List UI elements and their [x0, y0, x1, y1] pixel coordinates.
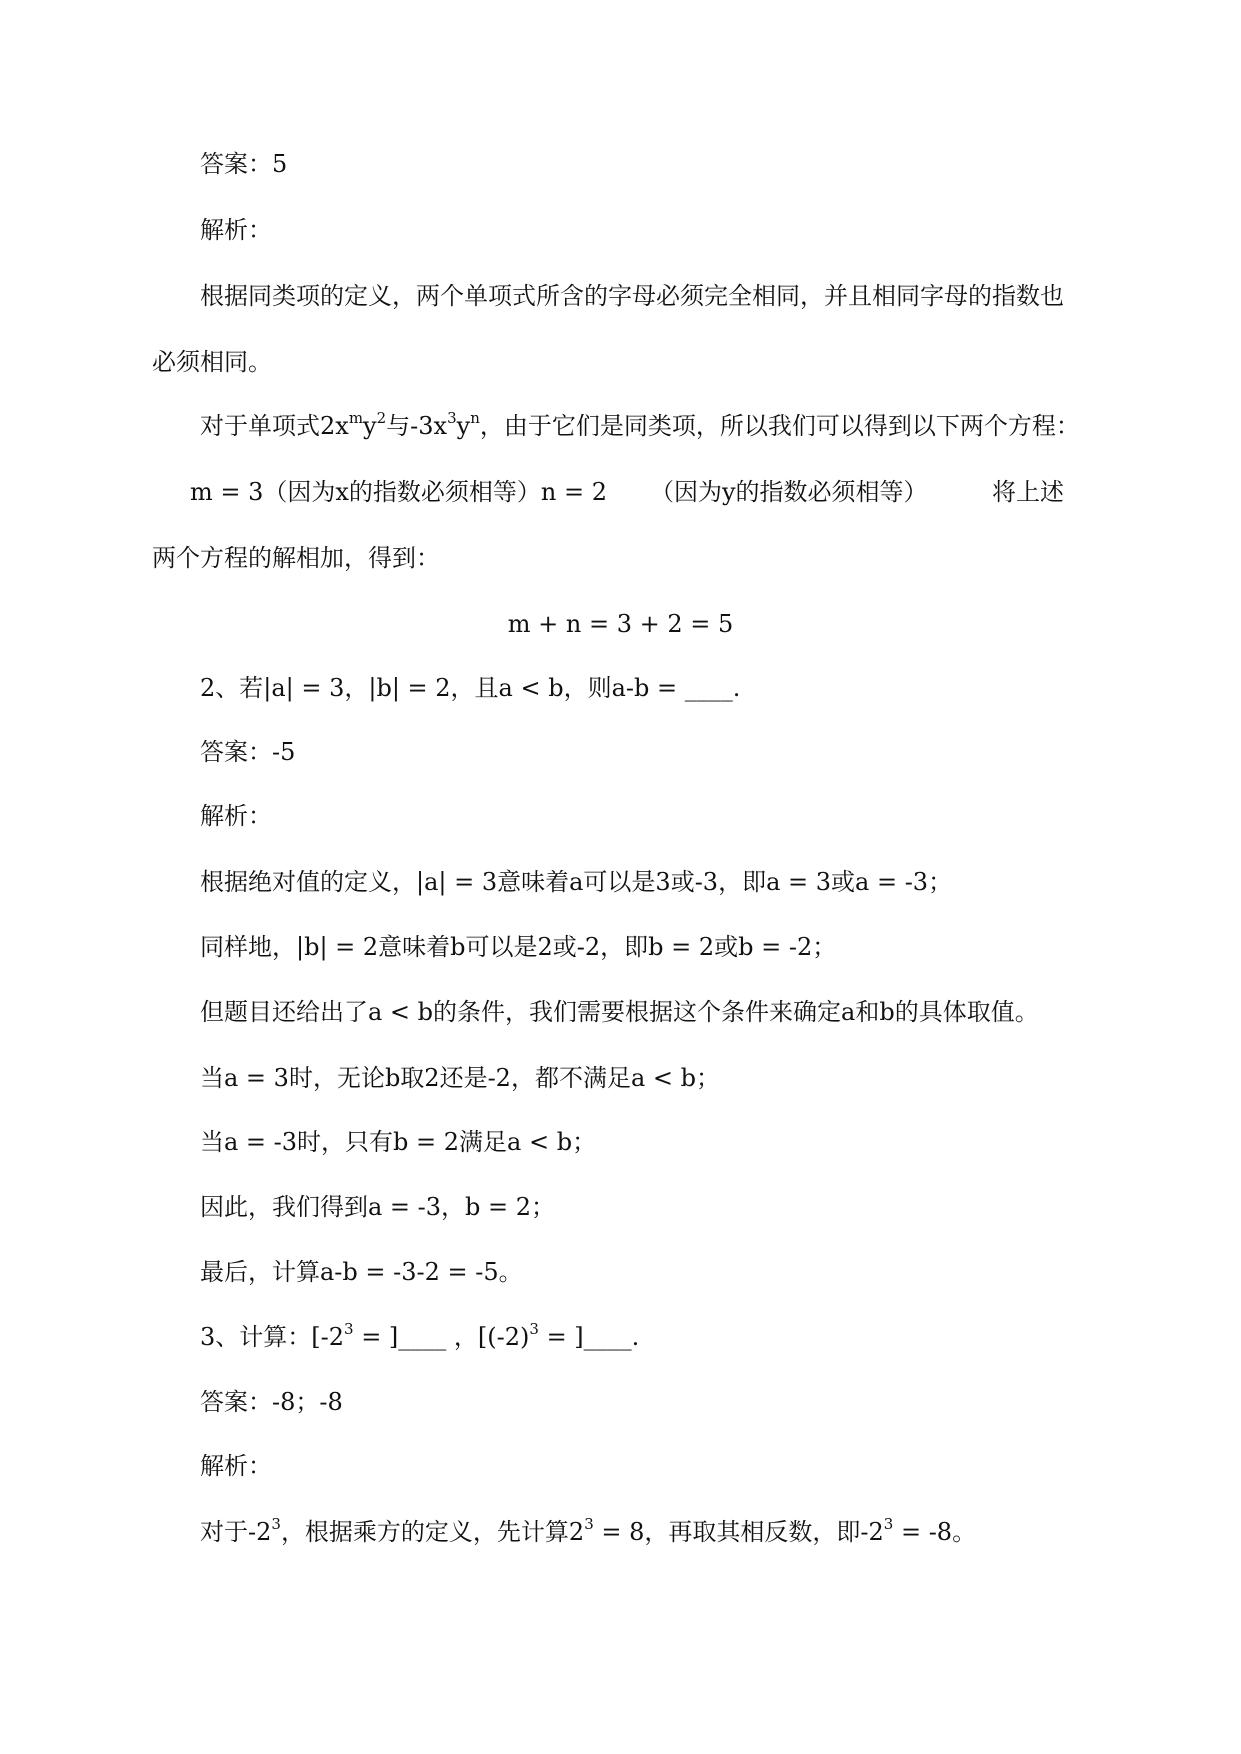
analysis-label-3: 解析： [200, 1452, 272, 1480]
answer-2: 答案：-5 [200, 738, 296, 766]
question-2: 2、若|a| = 3，|b| = 2，且a < b，则a-b = ____. [200, 674, 741, 702]
q2-step-5: 当a = -3时，只有b = 2满足a < b； [200, 1128, 597, 1156]
q2-step-4: 当a = 3时，无论b取2还是-2，都不满足a < b； [200, 1064, 720, 1092]
answer-3: 答案：-8；-8 [200, 1388, 343, 1416]
definition-line-1: 根据同类项的定义，两个单项式所含的字母必须完全相同，并且相同字母的指数也 [200, 282, 1064, 310]
analysis-label-1: 解析： [200, 216, 272, 244]
answer-1: 答案：5 [200, 150, 288, 178]
q2-step-6: 因此，我们得到a = -3，b = 2； [200, 1193, 556, 1221]
equations-line-1: m = 3（因为x的指数必须相等）n = 2 [190, 478, 608, 506]
equations-y-note: （因为y的指数必须相等） [650, 478, 928, 506]
q2-step-1: 根据绝对值的定义，|a| = 3意味着a可以是3或-3，即a = 3或a = -3； [200, 868, 953, 896]
analysis-label-2: 解析： [200, 802, 272, 830]
q2-step-7: 最后，计算a-b = -3-2 = -5。 [200, 1258, 523, 1286]
equations-trail: 将上述 [992, 478, 1064, 506]
monomial-statement: 对于单项式$2x^my^2$与$-3x^3y^n$，由于它们是同类项，所以我们可以得到以下两个方程： [200, 409, 1080, 440]
q3-step-1: 对于$-2^3$，根据乘方的定义，先计算$2^3 = 8$，再取其相反数，即$-2^3 = -8$。 [200, 1515, 977, 1546]
definition-line-2: 必须相同。 [152, 348, 272, 376]
sum-equation: m + n = 3 + 2 = 5 [507, 610, 734, 638]
q2-step-2: 同样地，|b| = 2意味着b可以是2或-2，即b = 2或b = -2； [200, 933, 837, 961]
question-3: 3、计算：[$-2^3$ = ]____ ，[$(-2)^3$ = ]____. [200, 1320, 640, 1351]
equations-line-2: 两个方程的解相加，得到： [152, 544, 440, 572]
q2-step-3: 但题目还给出了a < b的条件，我们需要根据这个条件来确定a和b的具体取值。 [200, 998, 1039, 1026]
